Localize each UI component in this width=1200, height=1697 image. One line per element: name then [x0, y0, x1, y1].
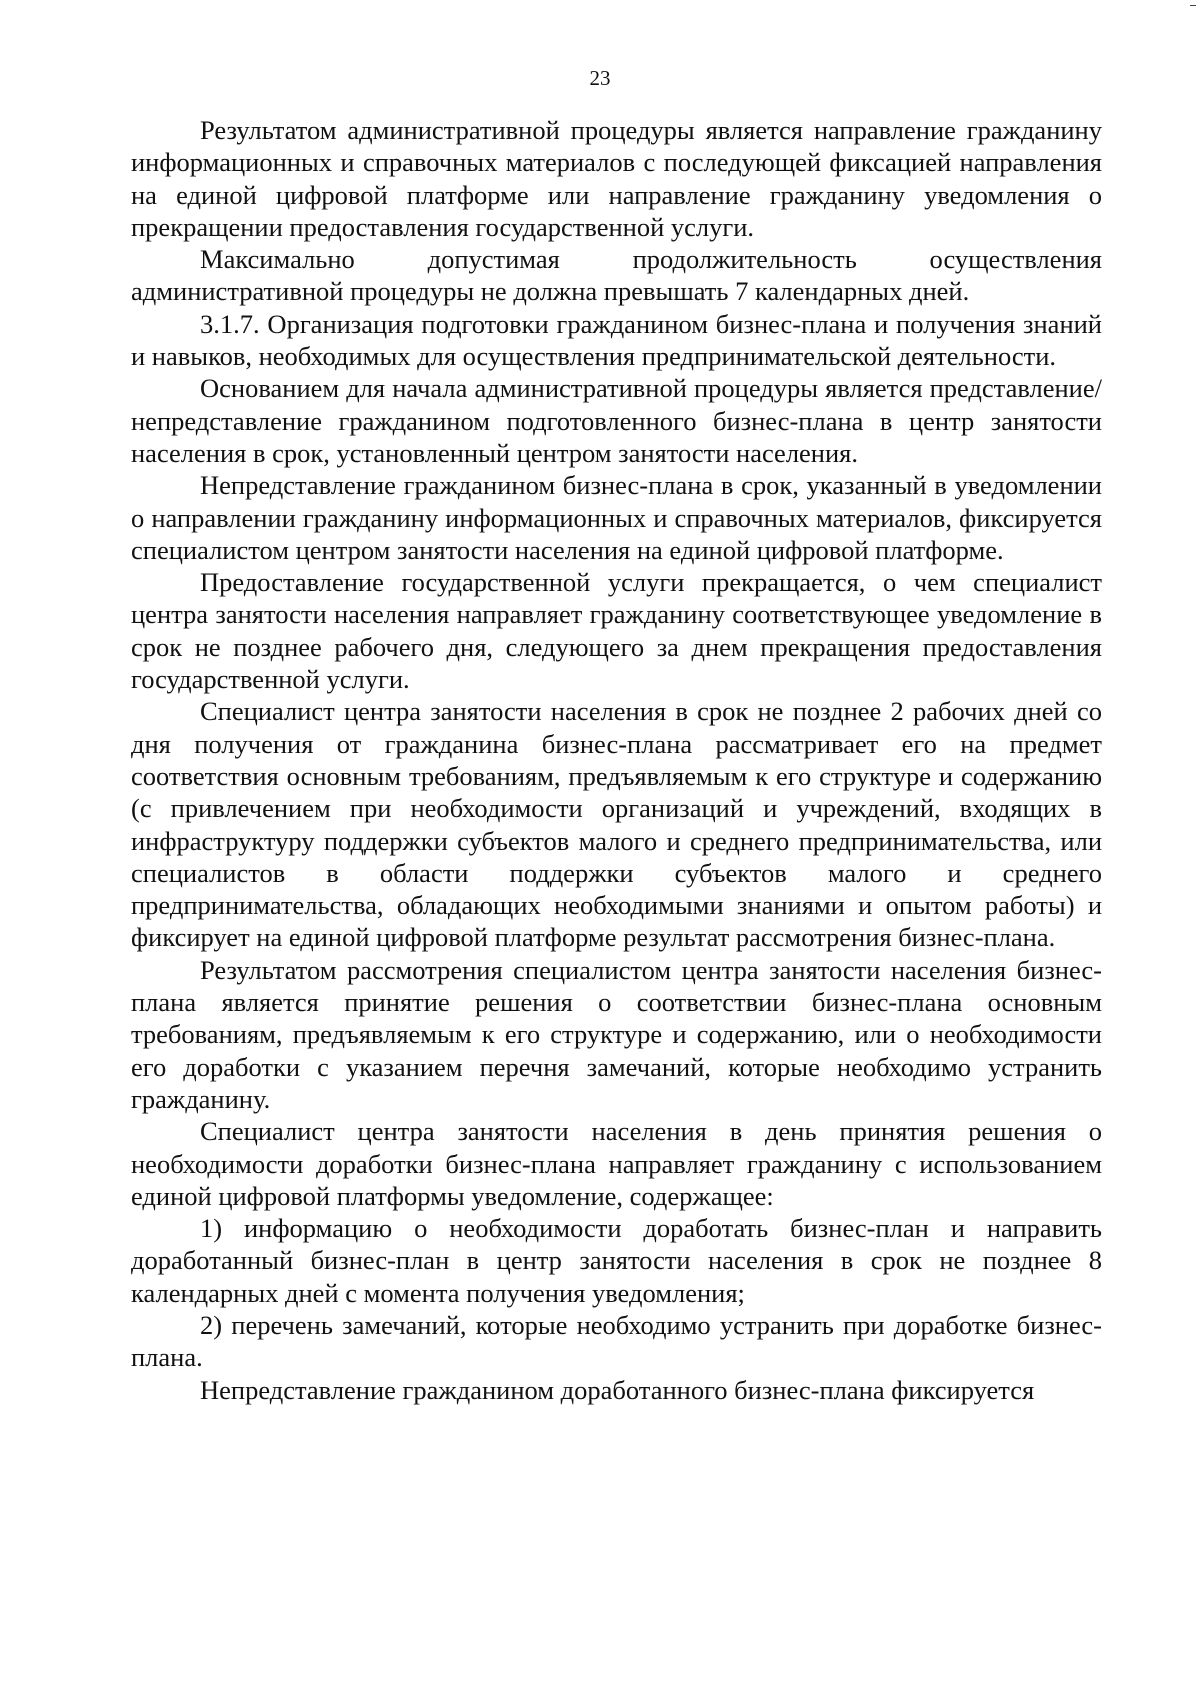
paragraph-result-of-procedure: Результатом административной процедуры является направление гражданину информационных и справочных материалов с последующей фиксацией направления на единой цифровой платформе или направление гражданину уведомления о прекращении предоставления государственной услуги. — [131, 115, 1102, 242]
list-item-1: 1) информацию о необходимости доработать бизнес-план и направить доработанный бизнес-план в центр занятости населения в срок не позднее 8 календарных дней с момента получения уведомления; — [131, 1213, 1102, 1308]
paragraph-revision-notification: Специалист центра занятости населения в день принятия решения о необходимости доработки бизнес-плана направляет гражданину с использованием единой цифровой платформы уведомление, содержащее: — [131, 1116, 1102, 1211]
paragraph-non-submission-revised-plan: Непредставление гражданином доработанного бизнес-плана фиксируется — [200, 1374, 1035, 1405]
paragraph-maximum-duration: Максимально допустимая продолжительность осуществления административной процедуры не должна превышать 7 календарных дней. — [131, 244, 1102, 307]
paragraph-review-result: Результатом рассмотрения специалистом центра занятости населения бизнес-плана является принятие решения о соответствии бизнес-плана основным требованиям, предъявляемым к его структуре и содержанию, или о необходимости его доработки с указанием перечня замечаний, которые необходимо устранить гражданину. — [131, 954, 1102, 1114]
paragraph-non-submission-business-plan: Непредставление гражданином бизнес-плана в срок, указанный в уведомлении о направлении гражданину информационных и справочных материалов, фиксируется специалистом центром занятости населения на единой цифровой платформе. — [131, 470, 1102, 565]
scan-mark — [1190, 5, 1196, 6]
paragraph-service-termination: Предоставление государственной услуги прекращается, о чем специалист центра занятости населения направляет гражданину соответствующее уведомление в срок не позднее рабочего дня, следующего за днем прекращения предоставления государственной услуги. — [131, 567, 1102, 695]
page-number: 23 — [589, 66, 611, 90]
paragraph-specialist-review: Специалист центра занятости населения в срок не позднее 2 рабочих дней со дня получения от гражданина бизнес-плана рассматривает его на предмет соответствия основным требованиям, предъявляемым к его структуре и содержанию (с привлечением при необходимости организаций и учреждений, входящих в инфраструктуру поддержки субъектов малого и среднего предпринимательства, или специалистов в области поддержки субъектов малого и среднего предпринимательства, обладающих необходимыми знаниями и опытом работы) и фиксирует на единой цифровой платформе результат рассмотрения бизнес-плана. — [131, 696, 1102, 953]
paragraph-section-3-1-7: 3.1.7. Организация подготовки гражданином бизнес-плана и получения знаний и навыков, необходимых для осуществления предпринимательской деятельности. — [131, 308, 1102, 372]
document-body — [131, 114, 1102, 1406]
list-item-2: 2) перечень замечаний, которые необходимо устранить при доработке бизнес-плана. — [131, 1309, 1102, 1373]
paragraph-basis-for-procedure: Основанием для начала административной процедуры является представление/непредставление гражданином подготовленного бизнес-плана в центр занятости населения в срок, установленный центром занятости населения. — [131, 373, 1102, 468]
